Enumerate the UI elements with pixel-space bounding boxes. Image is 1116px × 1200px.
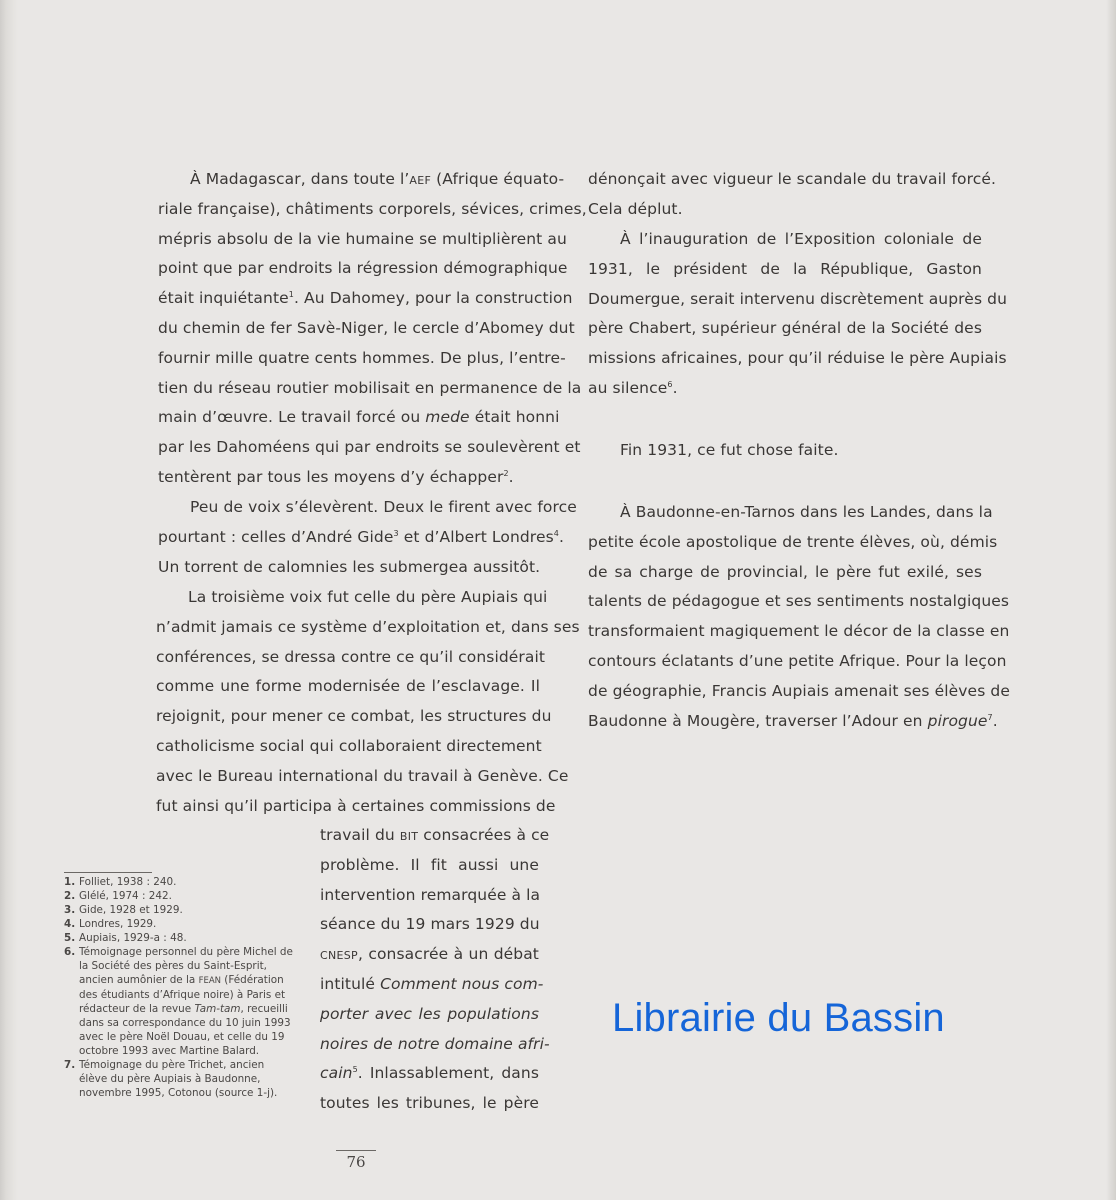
footnotes [64, 872, 294, 1100]
footnote-ref-4: 4 [553, 528, 559, 538]
footnote-ref-7: 7 [987, 712, 993, 722]
footnote: 3. Gide, 1928 et 1929. [64, 904, 183, 916]
footnote: 4. Londres, 1929. [64, 918, 157, 930]
footnote-ref-6: 6 [667, 379, 673, 389]
footnote-rule [64, 872, 152, 873]
page-edge-shadow [1106, 0, 1116, 1200]
footnote-ref-1: 1 [288, 290, 294, 300]
footnote-ref-2: 2 [503, 468, 509, 478]
page-number-rule [336, 1150, 376, 1151]
left-paragraph-3: La troisième voix fut celle du père Aupiais qui n’admit jamais ce système d’exploitation et, dans ses conférences, se dressa contre ce qu’il considérait comme une forme modernisée de l’esclavage. Il rejoignit, pour mener ce combat, les structures du catholicisme social qui collaboraient directement avec le Bureau international du travail à Genève. Ce fut ainsi qu’il participa à certaines commissions de [156, 588, 580, 815]
footnote: 7. Témoignage du père Trichet, ancien élève du père Aupiais à Baudonne, novembre 1995, Cotonou (source 1-j). [64, 1059, 278, 1099]
bookseller-watermark: Librairie du Bassin [612, 996, 945, 1040]
page-number: 76 [336, 1150, 376, 1171]
right-paragraph-1: dénonçait avec vigueur le scandale du travail forcé. Cela déplut. [588, 170, 996, 218]
left-paragraph-2: Peu de voix s’élevèrent. Deux le firent avec force pourtant : celles d’André Gide$^3$ et d’Albert Londres$^4$. Un torrent de calomnies les submergea aussitôt. [158, 498, 577, 576]
footnote-ref-5: 5 [352, 1065, 358, 1075]
footnote-ref-3: 3 [393, 528, 399, 538]
footnote: 6. Témoignage personnel du père Michel de la Société des pères du Saint-Esprit, ancien aumônier de la FEAN (Fédération des étudiants d’Afrique noire) à Paris et rédacteur de la revue Tam-tam, recueilli dans sa correspondance du 10 juin 1993 avec le père Noël Douau, et celle du 19 octobre 1993 avec Martine Balard. [64, 946, 293, 1057]
left-paragraph-3-narrow: travail du BIT consacrées à ce problème. Il fit aussi une intervention remarquée à la séance du 19 mars 1929 du CNESP, consacrée à un débat intitulé Comment nous com- porter avec les populations noires de notre domaine afri- cain$^5$. Inlassablement, dans toutes les tribunes, le père [320, 826, 550, 1113]
right-paragraph-3: Fin 1931, ce fut chose faite. [620, 441, 839, 459]
footnote: 1. Folliet, 1938 : 240. [64, 876, 177, 888]
book-binding-shadow [0, 0, 18, 1200]
right-paragraph-4: À Baudonne-en-Tarnos dans les Landes, dans la petite école apostolique de trente élèves, où, démis de sa charge de provincial, le père fut exilé, ses talents de pédagogue et ses sentiments nostalgiques transformaient magiquement le décor de la classe en contours éclatants d’une petite Afrique. Pour la leçon de géographie, Francis Aupiais amenait ses élèves de Baudonne à Mougère, traverser l’Adour en pirogue$^7$. [588, 503, 1010, 730]
right-paragraph-2: À l’inauguration de l’Exposition coloniale de 1931, le président de la République, Gaston Doumergue, serait intervenu discrètement auprès du père Chabert, supérieur général de la Société des missions africaines, pour qu’il réduise le père Aupiais au silence$^6$. [588, 230, 1008, 397]
footnote: 5. Aupiais, 1929-a : 48. [64, 932, 187, 944]
footnote: 2. Glélé, 1974 : 242. [64, 890, 172, 902]
left-paragraph-1: À Madagascar, dans toute l’AEF (Afrique équato- riale française), châtiments corporels, sévices, crimes, mépris absolu de la vie humaine se multiplièrent au point que par endroits la régression démographique était inquiétante$^1$. Au Dahomey, pour la construction du chemin de fer Savè-Niger, le cercle d’Abomey dut fournir mille quatre cents hommes. De plus, l’entre- tien du réseau routier mobilisait en permanence de la main d’œuvre. Le travail forcé ou mede était honni par les Dahoméens qui par endroits se soulevèrent et tentèrent par tous les moyens d’y échapper$^2$. [158, 170, 587, 486]
